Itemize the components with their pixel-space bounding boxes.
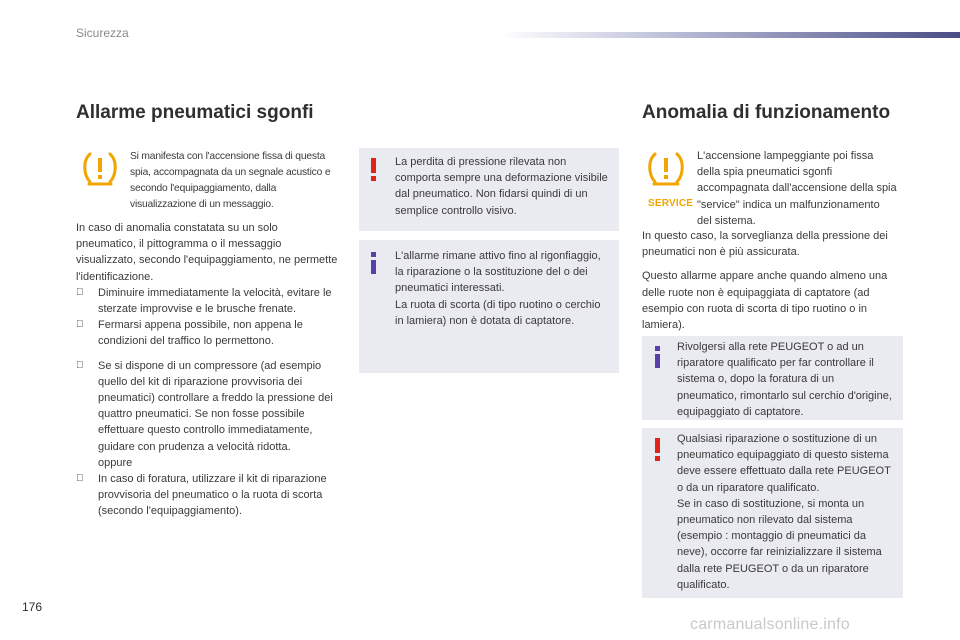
info-box-text: Rivolgersi alla rete PEUGEOT o ad un riparatore qualificato per far controllare il sistema o, dopo la foratura di un pneumatico, rimontarlo sul cerchio d'origine, equipaggiato di captatore. — [677, 341, 892, 418]
page-number: 176 — [22, 600, 43, 614]
tire-pressure-warning-icon — [646, 150, 686, 190]
info-icon — [655, 346, 660, 368]
right-body — [642, 228, 904, 333]
warning-box — [642, 428, 903, 598]
intro-paragraph: In caso di anomalia constatata su un solo pneumatico, il pittogramma o il messaggio visualizzato, secondo l'equipaggiamento, ne permette l'identificazione. — [76, 222, 338, 283]
section-label: Sicurezza — [76, 26, 129, 40]
service-icon: SERVICE — [648, 198, 694, 209]
info-box — [359, 240, 619, 373]
exclamation-icon — [655, 438, 660, 461]
bullet-item — [76, 471, 338, 520]
info-box — [642, 336, 903, 420]
bullet-item — [76, 285, 338, 317]
warning-box-text-2: Se in caso di sostituzione, si monta un pneumatico non rilevato dal sistema (esempio : montaggio di pneumatici da neve), occorre far reinizializzare il sistema dalla rete PEUGEOT o da un riparatore qualificato. — [677, 497, 882, 591]
watermark: carmanualsonline.info — [690, 616, 850, 633]
info-icon — [371, 252, 376, 274]
warning-box — [359, 148, 619, 231]
info-box-text — [395, 248, 609, 329]
header-bar — [500, 32, 960, 38]
warning-box-text: La perdita di pressione rilevata non comporta sempre una deformazione visibile dal pneumatico. Non fidarsi quindi di un semplice controllo visivo. — [395, 156, 608, 217]
left-title: Allarme pneumatici sgonfi — [76, 102, 314, 123]
bullet-text: In caso di foratura, utilizzare il kit di riparazione provvisoria del pneumatico o la ruota di scorta (secondo l'equipaggiamento). — [98, 473, 327, 518]
bullet-text: Se si dispone di un compressore (ad esempio quello del kit di riparazione provvisoria dei pneumatici) controllare a freddo la pressione dei quattro pneumatici. Se non fosse possibile effettuare questo controllo immediatamente, guidare con prudenza a velocità ridotta. — [98, 359, 333, 453]
bullet-mark — [76, 285, 84, 301]
warning-box-text — [677, 431, 897, 593]
tire-pressure-warning-icon — [82, 150, 118, 188]
oppure-text: oppure — [98, 456, 133, 469]
left-body — [76, 220, 338, 520]
info-box-text-1: L'allarme rimane attivo fino al rigonfiaggio, la riparazione o la sostituzione del o dei pneumatici interessati. — [395, 250, 601, 295]
bullet-text: Fermarsi appena possibile, non appena le condizioni del traffico lo permettono. — [98, 319, 303, 348]
bullet-item — [76, 317, 338, 349]
exclamation-icon — [371, 158, 376, 181]
right-icon-text: L'accensione lampeggiante poi fissa della spia pneumatici sgonfi accompagnata dall'accensione della spia "service" indica un malfunzionamento del sistema. — [697, 150, 897, 227]
right-paragraph-2: Questo allarme appare anche quando almeno una delle ruote non è equipaggiata di captatore (ad esempio con ruota di scorta di tipo ruotino o in lamiera). — [642, 270, 888, 332]
bullet-item — [76, 358, 338, 471]
bullet-text: Diminuire immediatamente la velocità, evitare le sterzate improvvise e le brusche frenate. — [98, 286, 332, 316]
right-title: Anomalia di funzionamento — [642, 102, 891, 123]
warning-box-text-1: Qualsiasi riparazione o sostituzione di un pneumatico equipaggiato di questo sistema deve essere effettuato dalla rete PEUGEOT o da un riparatore qualificato. — [677, 433, 891, 494]
bullet-mark — [76, 471, 84, 487]
right-paragraph-1: In questo caso, la sorveglianza della pressione dei pneumatici non è più assicurata. — [642, 230, 888, 259]
icon-note: Si manifesta con l'accensione fissa di questa spia, accompagnata da un segnale acustico e secondo l'equipaggiamento, dalla visualizzazione di un messaggio. — [130, 151, 331, 210]
info-box-text-2: La ruota di scorta (di tipo ruotino o cerchio in lamiera) non è dotata di captatore. — [395, 298, 601, 327]
bullet-mark — [76, 358, 84, 374]
bullet-mark — [76, 317, 84, 333]
